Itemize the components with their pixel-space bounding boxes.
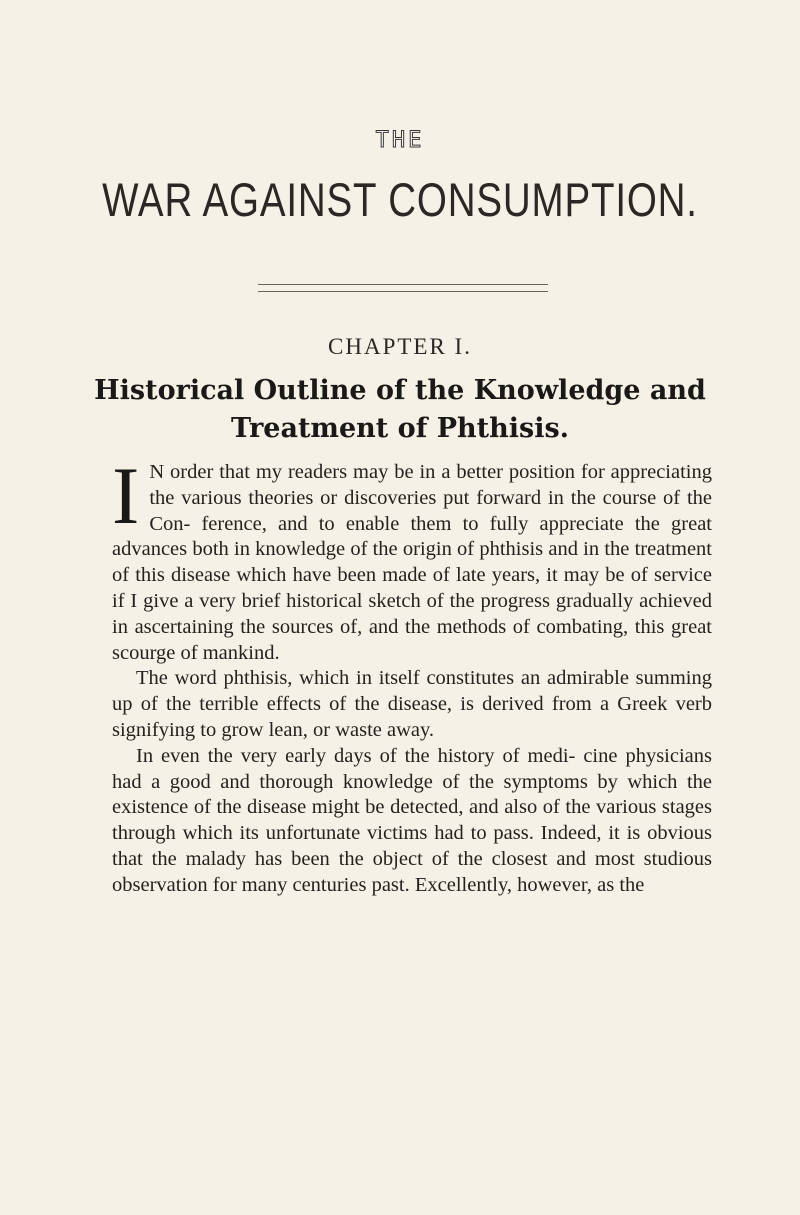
paragraph-1-text: order that my readers may be in a better position for appreciating the various theories or discoveries put forward in the course of the Con- ference, and to enable them to fully appreciate the great advances both in knowledge of the origin of phthisis and in the treatment of this disease which have been made of late years, it may be of service if I give a very brief historical sketch of the progress gradually achieved in ascertaining the sources of, and the methods of combating, this great scourge of mankind. [112,461,712,664]
title-rule-top [258,284,548,285]
paragraph-1 [112,450,712,666]
drop-cap: I [112,450,140,541]
title-rule-bottom [258,291,548,292]
chapter-heading: CHAPTER I. [328,334,472,359]
chapter-subtitle-line-2: Treatment of Phthisis. [230,413,570,444]
chapter-subtitle-line-1: Historical Outline of the Knowledge and [94,375,706,406]
book-title: WAR AGAINST CONSUMPTION. [102,173,698,226]
body-text [112,450,712,899]
chapter-subtitle [0,372,800,448]
paragraph-2: The word phthisis, which in itself constitutes an admirable summing up of the terrible effects of the disease, is derived from a Greek verb signifying to grow lean, or waste away. [112,667,712,741]
paragraph-3: In even the very early days of the history of medi- cine physicians had a good and thorough knowledge of the symptoms by which the existence of the disease might be detected, and also of the various stages through which its unfortunate victims had to pass. Indeed, it is obvious that the malady has been the object of the closest and most studious observation for many centuries past. Excellently, however, as the [112,744,712,896]
title-the: THE [375,128,425,153]
first-word: N [149,461,165,483]
